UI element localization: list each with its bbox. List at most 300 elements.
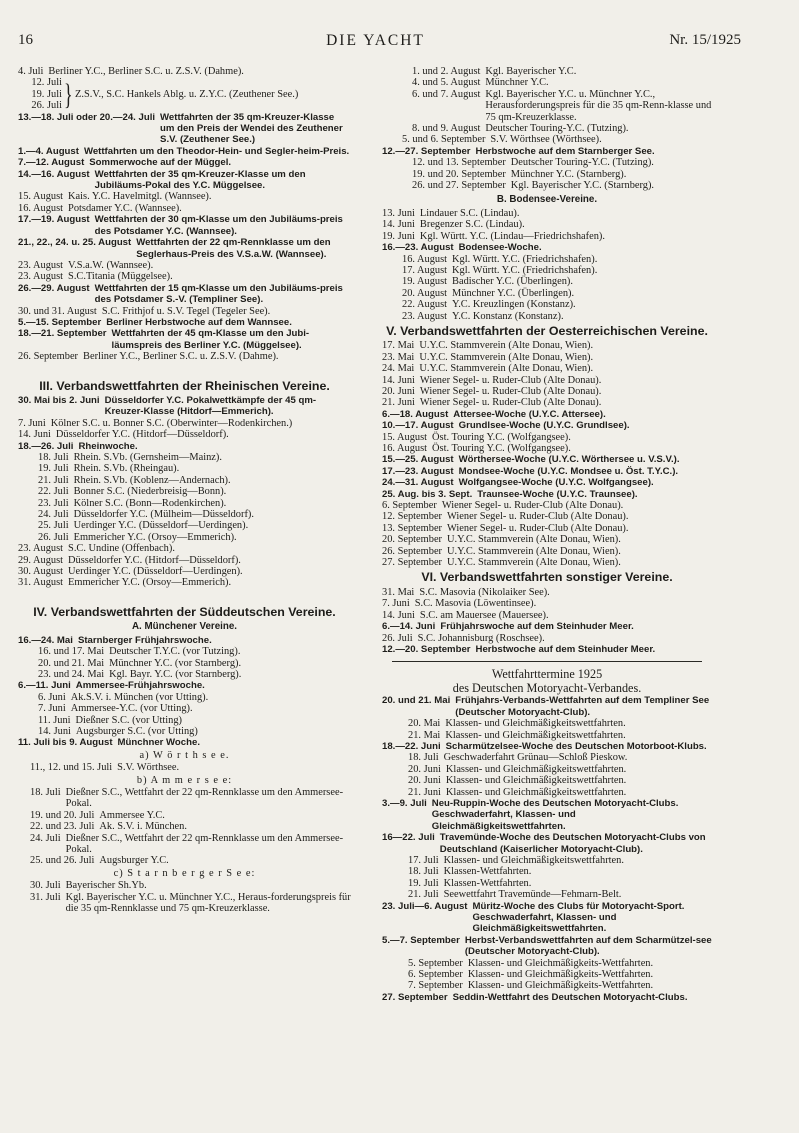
event-text: Wettfahrten der 35 qm-Kreuzer-Klasse um den Jubiläums-Pokal des Y.C. Müggelsee. xyxy=(94,168,306,192)
event-entry xyxy=(382,633,712,644)
event-date: 26.—29. August xyxy=(18,282,90,294)
event-text: Scharmützelsee-Woche des Deutschen Motorboot-Klubs. xyxy=(445,740,707,752)
event-entry xyxy=(382,386,712,397)
event-text: Klassen-Wettfahrten. xyxy=(443,866,532,878)
event-date: 6.—18. August xyxy=(382,408,449,420)
event-entry xyxy=(382,557,712,568)
event-text: Herbst-Verbandswettfahrten auf dem Scharmützel-see (Deutscher Motoryacht-Club). xyxy=(464,934,712,958)
event-entry xyxy=(382,66,712,77)
event-text: Düsseldorfer Y.C. Pokalwettkämpfe der 45 qm-Kreuzer-Klasse (Hitdorf—Emmerich). xyxy=(104,394,317,418)
event-text: Lindauer S.C. (Lindau). xyxy=(419,207,520,219)
event-text: Starnberger Frühjahrswoche. xyxy=(77,634,212,646)
event-text: Münchner Y.C. (Starnberg). xyxy=(510,168,627,180)
event-entry xyxy=(18,260,351,271)
event-date: 6.—11. Juni xyxy=(18,680,71,692)
event-date: 7. Juni xyxy=(38,703,66,715)
event-text: Klassen- und Gleichmäßigkeitswettfahrten. xyxy=(445,718,626,730)
subsection-heading: B. Bodensee-Vereine. xyxy=(496,194,598,206)
event-text: Wiener Segel- u. Ruder-Club (Alte Donau). xyxy=(419,385,602,397)
event-date: 16. und 17. Mai xyxy=(38,646,105,658)
event-entry xyxy=(382,889,712,900)
event-entry xyxy=(18,214,351,237)
event-text: S.C. Masovia (Nikolaiker See). xyxy=(419,586,550,598)
event-text: Geschwaderfahrt Grünau—Schloß Pieskow. xyxy=(443,752,628,764)
event-text: S.C. Undine (Offenbach). xyxy=(68,543,175,555)
event-date: 26. September xyxy=(382,545,443,557)
event-entry xyxy=(18,283,351,306)
event-entry xyxy=(382,219,712,230)
event-date: 16. August xyxy=(382,443,428,454)
event-entry xyxy=(382,718,712,729)
event-date: 6. September xyxy=(408,969,463,981)
event-entry xyxy=(382,157,712,168)
event-text: Dießner S.C., Wettfahrt der 22 qm-Rennklasse um den Ammersee-Pokal. xyxy=(65,832,344,855)
event-text: Attersee-Woche (U.Y.C. Attersee). xyxy=(453,408,606,420)
event-text: Wolfgangsee-Woche (U.Y.C. Wolfgangsee). xyxy=(458,477,654,489)
event-text: Ammersee-Frühjahrswoche. xyxy=(75,680,205,692)
event-date: 14. Juni xyxy=(382,609,415,621)
event-date: 5.—7. September xyxy=(382,934,460,946)
event-date: 16.—24. Mai xyxy=(18,634,73,646)
event-date: 7. Juni xyxy=(18,417,46,429)
event-date: 17. Juli xyxy=(408,855,439,866)
event-text: Mondsee-Woche (U.Y.C. Mondsee u. Öst. T.Y.C.). xyxy=(458,465,679,477)
event-text: Wettfahrten um den Theodor-Hein- und Segler-heim-Preis. xyxy=(83,145,350,157)
event-entry xyxy=(18,833,351,856)
right-column xyxy=(382,66,712,1003)
event-text: Berliner Y.C., Berliner S.C. u. Z.S.V. (Dahme). xyxy=(48,66,244,77)
event-text: Rhein. S.Vb. (Rheingau). xyxy=(73,463,180,475)
event-text: Kgl. Bayerischer Y.C. u. Münchner Y.C., Herausforderungspreis für die 35 qm-Renn-klasse und 75 qm-Kreuzerklasse. xyxy=(485,88,712,123)
event-date: 4. Juli xyxy=(18,66,44,77)
event-text: Potsdamer Y.C. (Wannsee). xyxy=(68,202,182,214)
event-entry xyxy=(18,658,351,669)
section-heading: IV. Verbandswettfahrten der Süddeutschen Vereine. xyxy=(33,604,336,619)
event-text: S.C. Frithjof u. S.V. Tegel (Tegeler See). xyxy=(101,305,271,317)
event-text: Müritz-Woche des Clubs für Motoryacht-Sport. Geschwaderfahrt, Klassen- und Gleichmäßigkeitswettfahrten. xyxy=(472,900,685,935)
event-entry xyxy=(382,146,712,157)
event-date: 16.—23. August xyxy=(382,242,454,254)
event-entry xyxy=(382,587,712,598)
event-date: 31. August xyxy=(18,577,64,589)
event-date: 20. Juni xyxy=(382,385,415,397)
event-date: 24. Juli xyxy=(30,832,61,844)
event-text: Wettfahrten der 15 qm-Klasse um den Jubiläums-preis des Potsdamer S.-V. (Templiner See). xyxy=(94,282,343,306)
event-entry xyxy=(18,787,351,810)
event-date: 18. Juli xyxy=(30,786,61,798)
event-date: 21. Juni xyxy=(382,397,415,409)
event-date: 19. Juli xyxy=(38,463,69,475)
event-entry xyxy=(382,340,712,351)
event-date: 18. Juli xyxy=(408,866,439,878)
event-date: 30. und 31. August xyxy=(18,305,97,317)
event-entry xyxy=(382,299,712,310)
event-text: Y.C. Konstanz (Konstanz). xyxy=(452,310,564,322)
event-date: 4. und 5. August xyxy=(412,77,481,89)
event-date: 7.—12. August xyxy=(18,157,85,169)
event-text: Klassen- und Gleichmäßigkeits-Wettfahrten. xyxy=(467,980,654,992)
event-date: 26. Juli xyxy=(31,100,62,112)
event-entry xyxy=(18,577,351,588)
event-entry xyxy=(382,598,712,609)
event-date: 24. Juli xyxy=(38,509,69,521)
event-entry xyxy=(18,452,351,463)
event-entry xyxy=(18,146,351,157)
event-text: Augsburger Y.C. xyxy=(99,855,169,867)
event-date: 25. und 26. Juli xyxy=(30,855,95,867)
event-date: 14. Juni xyxy=(382,219,415,231)
event-text: Klassen- und Gleichmäßigkeits-Wettfahrten. xyxy=(467,957,654,969)
event-date: 20. Mai xyxy=(408,718,441,730)
event-entry xyxy=(382,980,712,991)
event-text: Ammersee-Y.C. (vor Utting). xyxy=(70,703,193,715)
event-text: Klassen- und Gleichmäßigkeitswettfahrten. xyxy=(445,775,627,787)
event-text: Wettfahrten der 45 qm-Klasse um den Jubi-läumspreis des Berliner Y.C. (Müggelsee). xyxy=(111,328,310,351)
event-date: 19. August xyxy=(402,276,448,288)
event-date: 18.—21. September xyxy=(18,328,107,340)
event-date: 23. August xyxy=(18,259,64,271)
event-date: 25. Aug. bis 3. Sept. xyxy=(382,488,473,500)
event-entry xyxy=(382,409,712,420)
event-text: Augsburger S.C. (vor Utting) xyxy=(75,725,198,737)
event-entry xyxy=(382,798,712,832)
event-text: Y.C. Kreuzlingen (Konstanz). xyxy=(452,299,576,311)
event-date: 20. September xyxy=(382,534,443,546)
event-entry xyxy=(382,644,712,655)
event-text: Klassen- und Gleichmäßigkeitswettfahrten. xyxy=(445,729,626,741)
event-entry xyxy=(18,237,351,260)
event-entry xyxy=(382,231,712,242)
event-text: Travemünde-Woche des Deutschen Motoryacht-Clubs von Deutschland (Kaiserlicher Motoryacht-Club). xyxy=(439,832,706,855)
event-date: 21. Juli xyxy=(38,474,69,486)
event-text: Ak.S.V. i. München (vor Utting). xyxy=(70,691,209,703)
event-entry xyxy=(382,901,712,935)
event-entry xyxy=(382,466,712,477)
event-entry xyxy=(18,543,351,554)
section-divider xyxy=(392,661,702,662)
subsection-heading: A. Münchener Vereine. xyxy=(131,621,238,633)
event-text: Wiener Segel- u. Ruder-Club (Alte Donau). xyxy=(447,511,629,523)
event-entry xyxy=(382,454,712,465)
event-date: 23. August xyxy=(402,310,448,322)
event-entry xyxy=(18,429,351,440)
event-text: Münchner Woche. xyxy=(117,737,200,749)
event-date: 6.—14. Juni xyxy=(382,621,436,633)
event-text: S.C. Johannisburg (Roschsee). xyxy=(417,632,545,644)
event-entry xyxy=(18,821,351,832)
event-date: 22. und 23. Juli xyxy=(30,821,95,833)
event-text: Bregenzer S.C. (Lindau). xyxy=(419,219,525,231)
event-date: 24. Mai xyxy=(382,363,415,375)
event-entry xyxy=(18,762,351,773)
event-date: 17.—19. August xyxy=(18,214,90,226)
event-text: Kölner S.C. (Bonn—Rodenkirchen). xyxy=(73,497,227,509)
event-text: Öst. Touring Y.C. (Wolfgangsee). xyxy=(432,431,571,443)
event-text: Wiener Segel- u. Ruder-Club (Alte Donau). xyxy=(419,397,602,409)
event-text: Wettfahrten der 35 qm-Kreuzer-Klasse um den Preis der Wendei des Zeuthener S.V. (Zeuthener See.) xyxy=(160,111,343,146)
event-entry xyxy=(18,463,351,474)
event-entry xyxy=(18,646,351,657)
event-date: 26. Juli xyxy=(38,531,69,543)
event-entry xyxy=(382,523,712,534)
event-text: Bodensee-Woche. xyxy=(458,242,542,254)
event-entry xyxy=(18,703,351,714)
event-entry xyxy=(382,969,712,980)
event-text: Kgl. Bayerischer Y.C. (Starnberg). xyxy=(510,180,655,192)
event-entry xyxy=(18,486,351,497)
event-entry xyxy=(18,692,351,703)
event-entry xyxy=(18,169,351,192)
event-entry xyxy=(18,191,351,202)
event-text: Emmericher Y.C. (Orsoy—Emmerich). xyxy=(73,531,237,543)
event-text: Dießner S.C. (vor Utting) xyxy=(75,714,183,726)
event-date: 23. Juli—6. August xyxy=(382,900,468,912)
event-entry xyxy=(382,958,712,969)
event-text: Frühjahrswoche auf dem Steinhuder Meer. xyxy=(440,621,634,633)
event-date: 16—22. Juli xyxy=(382,832,435,844)
event-entry xyxy=(18,880,351,891)
event-text: Klassen- und Gleichmäßigkeitswettfahrten. xyxy=(445,763,627,775)
event-entry xyxy=(382,546,712,557)
event-entry xyxy=(382,610,712,621)
event-entry xyxy=(382,477,712,488)
event-date: 5. und 6. September xyxy=(402,134,486,146)
event-entry xyxy=(382,254,712,265)
date-group xyxy=(18,77,62,111)
event-text: Ak. S.V. i. München. xyxy=(99,821,187,833)
event-entry xyxy=(18,635,351,646)
event-entry xyxy=(382,265,712,276)
event-entry xyxy=(18,509,351,520)
event-date: 14.—16. August xyxy=(18,168,90,180)
motoryacht-heading: Wettfahrttermine 1925 xyxy=(491,667,603,682)
event-text: Klassen-Wettfahrten. xyxy=(443,877,532,889)
event-date: 12. September xyxy=(382,511,443,523)
event-text: Rheinwoche. xyxy=(78,440,138,452)
event-date: 21., 22., 24. u. 25. August xyxy=(18,237,132,249)
event-text: U.Y.C. Stammverein (Alte Donau, Wien). xyxy=(447,557,621,569)
event-date: 11., 12. und 15. Juli xyxy=(30,762,113,774)
event-text: Emmericher Y.C. (Orsoy—Emmerich). xyxy=(68,577,232,589)
event-entry xyxy=(18,737,351,748)
event-text: Herbstwoche auf dem Starnberger See. xyxy=(475,145,655,157)
event-date: 19. Juli xyxy=(408,877,439,889)
event-entry xyxy=(18,328,351,351)
event-text: S.V. Wörthsee (Wörthsee). xyxy=(490,134,602,146)
event-date: 23. August xyxy=(18,271,64,283)
event-date: 19. und 20. September xyxy=(412,168,506,180)
event-text: Deutscher Touring-Y.C. (Tutzing). xyxy=(485,123,629,135)
event-entry xyxy=(382,311,712,322)
event-entry xyxy=(382,375,712,386)
event-date: 20. und 21. Mai xyxy=(382,695,451,707)
event-text: Kgl. Bayr. Y.C. (vor Starnberg). xyxy=(109,668,242,680)
event-text: Wiener Segel- u. Ruder-Club (Alte Donau). xyxy=(447,522,629,534)
event-date: 15. August xyxy=(18,191,64,203)
event-text: S.C. am Mauersee (Mauersee). xyxy=(419,609,549,621)
event-text: Dießner S.C., Wettfahrt der 22 qm-Rennklasse um den Ammersee-Pokal. xyxy=(65,786,344,810)
event-date: 10.—17. August xyxy=(382,420,454,432)
event-date: 24.—31. August xyxy=(382,477,454,489)
event-date: 14. Juni xyxy=(38,725,71,737)
event-text: Wörthersee-Woche (U.Y.C. Wörthersee u. V.S.V.). xyxy=(458,454,680,466)
event-entry xyxy=(18,475,351,486)
event-date: 5.—15. September xyxy=(18,316,102,328)
event-entry xyxy=(382,741,712,752)
event-text: Klassen- und Gleichmäßigkeitswettfahrten. xyxy=(445,786,627,798)
event-text: S.C.Titania (Müggelsee). xyxy=(68,271,173,283)
event-date: 6. und 7. August xyxy=(412,88,481,100)
event-date: 17.—23. August xyxy=(382,465,454,477)
event-text: Badischer Y.C. (Überlingen). xyxy=(452,276,573,288)
event-entry xyxy=(382,878,712,889)
event-date: 19. Juni xyxy=(382,230,415,242)
event-text: U.Y.C. Stammverein (Alte Donau, Wien). xyxy=(419,340,594,352)
event-date: 12. Juli xyxy=(31,77,62,89)
event-entry xyxy=(382,695,712,718)
event-entry xyxy=(382,752,712,763)
event-date: 7. September xyxy=(408,980,463,992)
event-date: 13. Juni xyxy=(382,207,415,219)
event-date: 17. August xyxy=(402,264,448,276)
event-entry xyxy=(382,276,712,287)
event-text: Kölner S.C. u. Bonner S.C. (Oberwinter—Rodenkirchen.) xyxy=(50,417,293,429)
event-entry xyxy=(382,169,712,180)
journal-title: DIE YACHT xyxy=(326,32,425,49)
event-date: 23. Juli xyxy=(38,497,69,509)
event-text: Berliner Y.C., Berliner S.C. u. Z.S.V. (Dahme). xyxy=(83,351,279,363)
event-text: Kgl. Bayerischer Y.C. xyxy=(485,66,577,77)
event-text: Frühjahrs-Verbands-Wettfahrten auf dem Templiner See (Deutscher Motoryacht-Club). xyxy=(455,695,710,718)
event-entry xyxy=(18,810,351,821)
event-date: 6. Juni xyxy=(38,691,66,703)
event-entry xyxy=(382,242,712,253)
event-text: S.C. Masovia (Löwentinsee). xyxy=(414,598,537,610)
event-date: 15.—25. August xyxy=(382,454,454,466)
event-entry-grouped xyxy=(18,77,351,111)
page-number: 16 xyxy=(18,32,33,48)
event-date: 16. August xyxy=(18,202,64,214)
event-date: 17. Mai xyxy=(382,340,415,352)
event-text: Bayerischer Sh.Yb. xyxy=(65,880,147,892)
event-entry xyxy=(382,511,712,522)
lake-subheading: a) W ö r t h s e e. xyxy=(139,749,230,761)
event-date: 23. August xyxy=(18,543,64,555)
page-header xyxy=(10,32,741,54)
event-date: 23. und 24. Mai xyxy=(38,668,105,680)
event-date: 6. September xyxy=(382,500,437,512)
event-text: Wettfahrten der 22 qm-Rennklasse um den Seglerhaus-Preis des V.S.a.W. (Wannsee). xyxy=(136,237,331,260)
event-date: 29. August xyxy=(18,554,64,566)
event-entry xyxy=(18,498,351,509)
event-date: 21. Juni xyxy=(408,786,441,798)
event-text: Kgl. Bayerischer Y.C. u. Münchner Y.C., Heraus-forderungspreis für die 35 qm-Rennklasse und 75 qm-Kreuzerklasse. xyxy=(65,891,351,915)
event-date: 12.—27. September xyxy=(382,145,471,157)
event-date: 14. Juni xyxy=(18,429,51,441)
event-entry xyxy=(18,66,351,77)
event-text: Münchner Y.C. xyxy=(485,77,549,89)
event-entry xyxy=(18,892,351,915)
event-date: 21. Mai xyxy=(408,729,441,741)
event-date: 30. Juli xyxy=(30,880,61,892)
event-text: Traunsee-Woche (U.Y.C. Traunsee). xyxy=(477,488,638,500)
event-entry xyxy=(382,180,712,191)
event-date: 16. August xyxy=(402,253,448,265)
event-date: 31. Mai xyxy=(382,586,415,598)
event-entry xyxy=(18,395,351,418)
event-date: 8. und 9. August xyxy=(412,123,481,135)
lake-subheading: b) A m m e r s e e: xyxy=(136,774,233,786)
event-entry xyxy=(382,992,712,1003)
event-text: Bonner S.C. (Niederbreisig—Bonn). xyxy=(73,486,227,498)
event-date: 26. September xyxy=(18,351,79,363)
event-text: Klassen- und Gleichmäßigkeitswettfahrten. xyxy=(443,855,624,866)
event-text: Z.S.V., S.C. Hankels Ablg. u. Z.Y.C. (Zeuthener See.) xyxy=(75,88,299,100)
event-date: 20. und 21. Mai xyxy=(38,657,105,669)
event-entry xyxy=(382,775,712,786)
event-date: 30. August xyxy=(18,566,64,578)
event-text: Ammersee Y.C. xyxy=(99,809,165,821)
event-entry xyxy=(382,432,712,443)
event-text: Rhein. S.Vb. (Koblenz—Andernach). xyxy=(73,474,231,486)
event-date: 26. und 27. September xyxy=(412,180,506,192)
event-date: 22. August xyxy=(402,299,448,311)
event-entry xyxy=(382,208,712,219)
event-text: Rhein. S.Vb. (Gernsheim—Mainz). xyxy=(73,452,222,463)
event-entry xyxy=(382,489,712,500)
event-text: Klassen- und Gleichmäßigkeits-Wettfahrten. xyxy=(467,969,654,981)
event-date: 20. Juni xyxy=(408,763,441,775)
section-heading: VI. Verbandswettfahrten sonstiger Vereine. xyxy=(421,570,673,585)
event-text: Deutscher T.Y.C. (vor Tutzing). xyxy=(109,646,241,658)
event-entry xyxy=(382,855,712,866)
event-date: 15. August xyxy=(382,431,428,443)
event-entry xyxy=(382,730,712,741)
event-date: 3.—9. Juli xyxy=(382,797,427,809)
event-text: V.S.a.W. (Wannsee). xyxy=(68,259,154,271)
event-date: 20. Juni xyxy=(408,775,441,787)
event-date: 1. und 2. August xyxy=(412,66,481,77)
event-date: 13.—18. Juli oder 20.—24. Juli xyxy=(18,111,156,123)
event-entry xyxy=(382,363,712,374)
event-entry xyxy=(382,288,712,299)
event-entry xyxy=(382,866,712,877)
event-entry xyxy=(18,566,351,577)
event-date: 12.—20. September xyxy=(382,643,471,655)
event-text: Uerdinger Y.C. (Düsseldorf—Uerdingen). xyxy=(73,520,249,532)
event-entry xyxy=(382,420,712,431)
event-date: 25. Juli xyxy=(38,520,69,532)
event-entry xyxy=(382,443,712,454)
event-date: 27. September xyxy=(382,557,443,569)
event-text: Düsseldorfer Y.C. (Hitdorf—Düsseldorf). xyxy=(55,429,229,441)
event-date: 26. Juli xyxy=(382,632,413,644)
event-text: Münchner Y.C. (vor Starnberg). xyxy=(109,657,242,669)
event-date: 19. Juli xyxy=(31,88,62,100)
event-date: 20. August xyxy=(402,287,448,299)
event-text: Berliner Herbstwoche auf dem Wannsee. xyxy=(106,316,292,328)
event-entry xyxy=(18,351,351,362)
event-entry xyxy=(18,418,351,429)
event-entry xyxy=(18,669,351,680)
event-entry xyxy=(18,441,351,452)
event-text: Wiener Segel- u. Ruder-Club (Alte Donau). xyxy=(441,500,624,512)
event-date: 14. Juni xyxy=(382,374,415,386)
event-entry xyxy=(382,534,712,545)
event-entry xyxy=(18,271,351,282)
event-date: 18.—22. Juni xyxy=(382,740,441,752)
brace-glyph: } xyxy=(64,77,73,111)
